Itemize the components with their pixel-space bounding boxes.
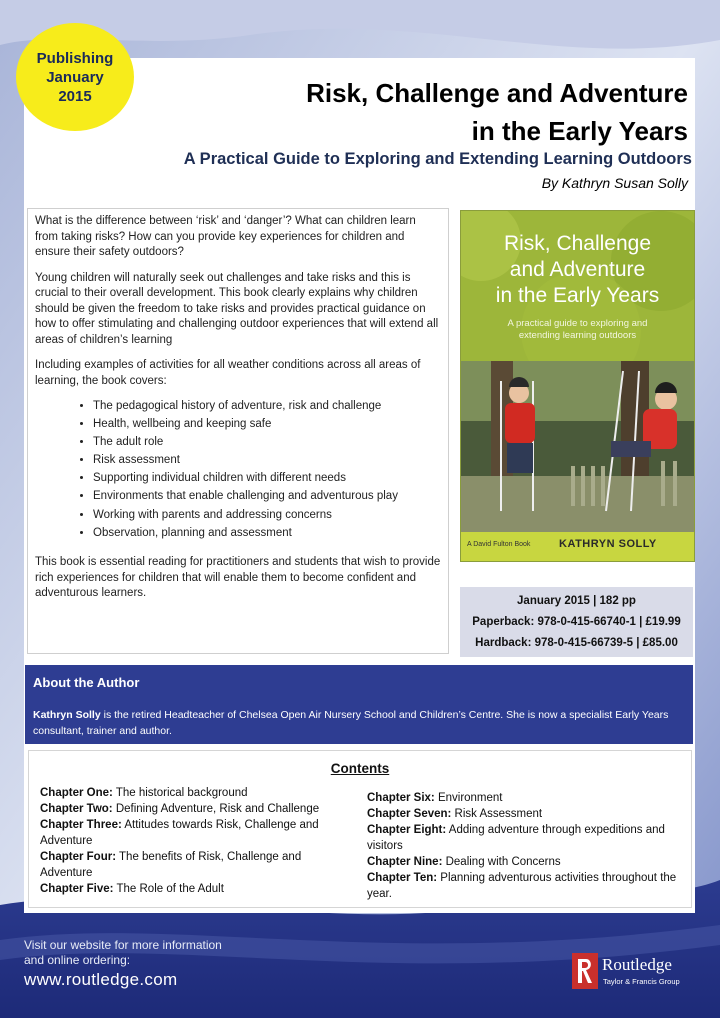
list-item: • Environments that enable challenging and adventurous play — [93, 489, 441, 505]
title-line-2: in the Early Years — [471, 116, 688, 146]
pub-paperback: Paperback: 978-0-415-66740-1 | £19.99 — [472, 616, 681, 628]
list-item: • Health, wellbeing and keeping safe — [93, 417, 441, 433]
publishing-badge — [16, 23, 134, 131]
chapter-item: Chapter Two: Defining Adventure, Risk and Challenge — [40, 803, 320, 815]
chapter-item: Chapter Ten: Planning adventurous activities throughout the year. — [367, 872, 677, 900]
cover-title-line-3: in the Early Years — [495, 284, 660, 307]
topics-list — [35, 399, 441, 541]
chapter-item: Chapter Eight: Adding adventure through expeditions and visitors — [367, 824, 665, 852]
author-name: Kathryn Solly — [33, 709, 101, 721]
description-para-1: What is the difference between ‘risk’ and ‘danger’? What can children learn from taking risks? How can you provide key experiences for children and ensure their safety outdoors? — [35, 215, 416, 258]
cover-sub-line-2: extending learning outdoors — [518, 330, 637, 341]
contents-section — [28, 750, 692, 908]
badge-line-2: January — [46, 68, 104, 86]
description-para-4: This book is essential reading for practitioners and students that wish to provide rich experiences for children that will enable them to become confident and adventurous learners. — [35, 556, 441, 600]
list-item: • Working with parents and addressing concerns — [93, 508, 441, 524]
cover-author: KATHRYN SOLLY — [559, 538, 657, 550]
chapter-item: Chapter Three: Attitudes towards Risk, Challenge and Adventure — [40, 819, 319, 847]
author-bio: is the retired Headteacher of Chelsea Open Air Nursery School and Children’s Centre. She is now a specialist Early Years consultant, trainer and author. — [33, 709, 669, 737]
badge-line-3: 2015 — [58, 87, 92, 105]
book-cover — [460, 210, 695, 562]
chapter-item: Chapter Seven: Risk Assessment — [367, 808, 543, 820]
footer-line-2: and online ordering: — [24, 953, 131, 967]
about-heading: About the Author — [33, 675, 140, 690]
cover-sub-line-1: A practical guide to exploring and — [507, 318, 648, 329]
list-item: • Risk assessment — [93, 453, 441, 469]
about-text — [33, 707, 688, 739]
list-item: • Observation, planning and assessment — [93, 526, 441, 542]
about-author-section — [25, 665, 693, 744]
chapter-item: Chapter Six: Environment — [367, 792, 503, 804]
cover-title-line-2: and Adventure — [509, 258, 646, 281]
chapter-item: Chapter One: The historical background — [40, 787, 248, 799]
cover-footer — [461, 532, 694, 561]
chapter-item: Chapter Five: The Role of the Adult — [40, 883, 224, 895]
description-box — [27, 208, 449, 654]
routledge-r-icon — [572, 953, 598, 989]
logo-name: Routledge — [602, 955, 672, 974]
contents-heading: Contents — [330, 761, 390, 776]
book-byline: By Kathryn Susan Solly — [541, 175, 688, 191]
cover-title-line-1: Risk, Challenge — [503, 232, 652, 255]
list-item: • Supporting individual children with different needs — [93, 471, 441, 487]
badge-line-1: Publishing — [36, 49, 114, 67]
cover-title — [461, 231, 694, 309]
contents-left-column — [40, 785, 340, 897]
list-item: • The pedagogical history of adventure, risk and challenge — [93, 399, 441, 415]
routledge-logo — [572, 953, 692, 993]
title-line-1: Risk, Challenge and Adventure — [306, 78, 688, 108]
book-subtitle: A Practical Guide to Exploring and Extending Learning Outdoors — [183, 150, 692, 168]
pub-date-pages: January 2015 | 182 pp — [517, 595, 636, 607]
cover-subtitle — [461, 318, 694, 342]
logo-group: Taylor & Francis Group — [603, 977, 680, 986]
publication-info — [460, 587, 693, 657]
footer-info — [24, 938, 222, 968]
description-para-2: Young children will naturally seek out challenges and take risks and this is crucial to their overall development. This book clearly explains why children should be given the freedom to take risks and provides practical guidance on how to offer stimulating and challenging outdoor experiences that will extend all areas of children’s learning — [35, 271, 439, 346]
list-item: • The adult role — [93, 435, 441, 451]
footer-line-1: Visit our website for more information — [24, 938, 222, 952]
description-para-3: Including examples of activities for all weather conditions across all areas of learning, the book covers: — [35, 359, 421, 387]
pub-hardback: Hardback: 978-0-415-66739-5 | £85.00 — [475, 637, 678, 649]
contents-right-column — [367, 790, 689, 902]
book-title — [168, 74, 688, 150]
website-link[interactable]: www.routledge.com — [24, 970, 178, 989]
cover-publisher: A David Fulton Book — [467, 541, 531, 548]
chapter-item: Chapter Four: The benefits of Risk, Challenge and Adventure — [40, 851, 302, 879]
chapter-item: Chapter Nine: Dealing with Concerns — [367, 856, 561, 868]
